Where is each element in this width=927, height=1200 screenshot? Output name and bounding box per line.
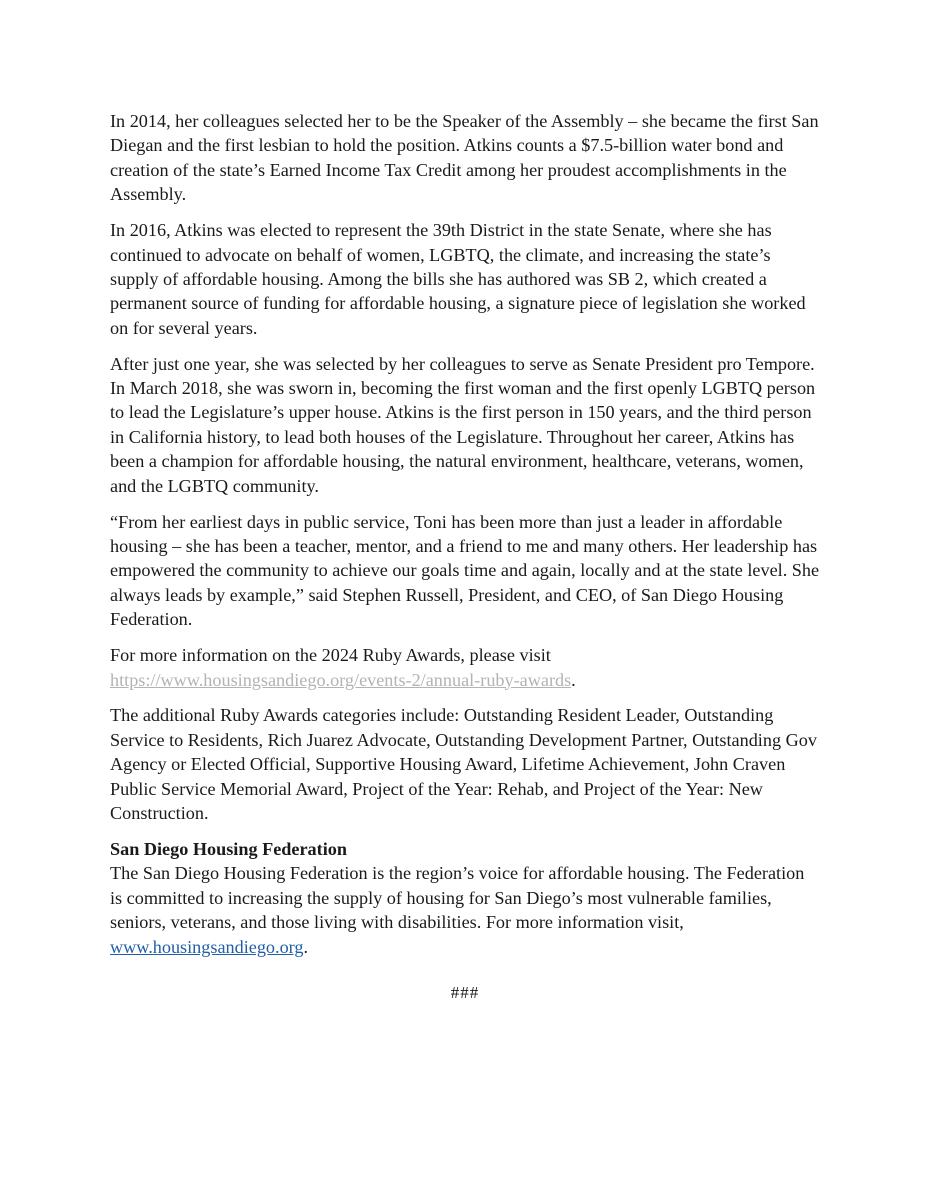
ruby-awards-info-suffix: . [571, 669, 576, 690]
paragraph-senate-district: In 2016, Atkins was elected to represent the 39th District in the state Senate, where she has continued to advocate on behalf of women, LGBTQ, the climate, and increasing the state’s supply of affordable housing. Among the bills she has authored was SB 2, which created a permanent source of funding for affordable housing, a signature piece of legislation she worked on for several years. [110, 220, 806, 338]
paragraph-ruby-awards-info [110, 643, 820, 692]
paragraph-quote-stephen-russell: “From her earliest days in public service, Toni has been more than just a leader in affordable housing – she has been a teacher, mentor, and a friend to me and many others. Her leadership has empowered the community to achieve our goals time and again, locally and at the state level. She always leads by example,” said Stephen Russell, President, and CEO, of San Diego Housing Federation. [110, 511, 820, 630]
document-body [110, 109, 820, 1005]
about-federation-text: The San Diego Housing Federation is the region’s voice for affordable housing. The Federation is committed to increasing the supply of housing for San Diego’s most vulnerable families, seniors, veterans, and those living with disabilities. For more information visit, [110, 863, 805, 933]
about-federation-section [110, 837, 820, 959]
about-federation-suffix: . [303, 936, 309, 957]
paragraph-award-categories: The additional Ruby Awards categories include: Outstanding Resident Leader, Outstanding Service to Residents, Rich Juarez Advocate, Outstanding Development Partner, Outstanding Gov Agency or Elected Official, Supportive Housing Award, Lifetime Achievement, John Craven Public Service Memorial Award, Project of the Year: Rehab, and Project of the Year: New Construction. [110, 705, 817, 824]
federation-website-link[interactable]: www.housingsandiego.org [110, 936, 304, 957]
end-of-release-mark: ### [450, 983, 480, 1002]
about-federation-heading: San Diego Housing Federation [110, 838, 347, 859]
paragraph-president-pro-tempore: After just one year, she was selected by her colleagues to serve as Senate President pro Tempore. In March 2018, she was sworn in, becoming the first woman and the first openly LGBTQ person to lead the Legislature’s upper house. Atkins is the first person in 150 years, and the third person in California history, to lead both houses of the Legislature. Throughout her career, Atkins has been a champion for affordable housing, the natural environment, healthcare, veterans, women, and the LGBTQ community. [110, 353, 816, 496]
paragraph-speaker-assembly: In 2014, her colleagues selected her to be the Speaker of the Assembly – she became the first San Diegan and the first lesbian to hold the position. Atkins counts a $7.5-billion water bond and creation of the state’s Earned Income Tax Credit among her proudest accomplishments in the Assembly. [110, 111, 819, 205]
ruby-awards-link[interactable]: https://www.housingsandiego.org/events-2/annual-ruby-awards [110, 669, 572, 690]
ruby-awards-info-text: For more information on the 2024 Ruby Awards, please visit [110, 645, 551, 666]
